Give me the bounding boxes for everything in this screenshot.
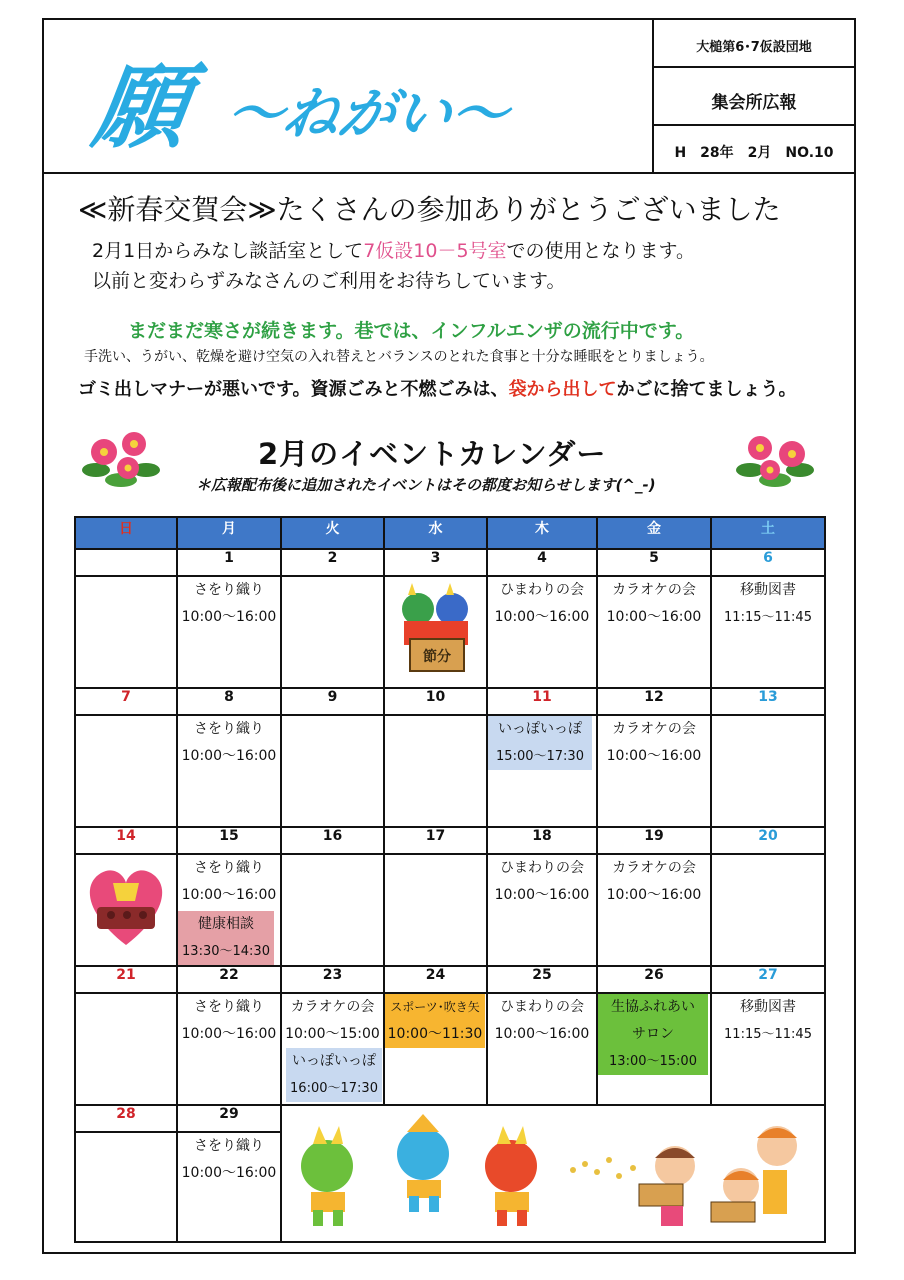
date-number: 6 bbox=[711, 549, 825, 576]
green-oni-icon bbox=[301, 1126, 353, 1226]
title-kana: ～ねがい～ bbox=[221, 82, 513, 147]
camellia-flower-icon bbox=[76, 420, 166, 490]
date-number: 23 bbox=[281, 966, 384, 993]
notice-thanks: ≪新春交賀会≫たくさんの参加ありがとうございました bbox=[78, 193, 781, 226]
event-cell bbox=[75, 854, 177, 966]
weekday-header-row bbox=[75, 517, 825, 549]
notice-garbage: ゴミ出しマナーが悪いです。資源ごみと不燃ごみは、袋から出してかごに捨てましょう。 bbox=[78, 379, 797, 400]
date-number: 1 bbox=[177, 549, 281, 576]
event-cell: 移動図書 11:15～11:45 bbox=[711, 993, 825, 1105]
date-number: 29 bbox=[177, 1105, 281, 1132]
divider bbox=[652, 124, 856, 126]
date-number: 18 bbox=[487, 827, 597, 854]
event-cell: さをり織り 10:00～16:00 bbox=[177, 993, 281, 1105]
date-number: 13 bbox=[711, 688, 825, 715]
valentine-heart-icon bbox=[77, 855, 175, 955]
setsubun-illustration bbox=[283, 1110, 823, 1234]
event-cell: さをり織り 10:00～16:00 健康相談 13:30～14:30 bbox=[177, 854, 281, 966]
publication-name: 集会所広報 bbox=[711, 93, 797, 113]
date-number: 8 bbox=[177, 688, 281, 715]
event-cell bbox=[281, 715, 384, 827]
date-number: 2 bbox=[281, 549, 384, 576]
date-number: 10 bbox=[384, 688, 487, 715]
notice-welcome: 以前と変わらずみなさんのご利用をお待ちしています。 bbox=[92, 270, 566, 292]
title-kanji: 願 bbox=[87, 54, 193, 161]
beans-icon bbox=[570, 1157, 636, 1179]
org-name: 大槌第6･7仮設団地 bbox=[696, 40, 812, 55]
event-cell bbox=[711, 854, 825, 966]
notice-room: 2月1日からみなし談話室として7仮設10－5号室での使用となります。 bbox=[92, 240, 696, 262]
weekday-label: 水 bbox=[384, 517, 487, 549]
event-cell: 移動図書 11:15～11:45 bbox=[711, 576, 825, 688]
weekday-label: 土 bbox=[711, 517, 825, 549]
event-cell: ひまわりの会 10:00～16:00 bbox=[487, 576, 597, 688]
date-number: 17 bbox=[384, 827, 487, 854]
weekday-label: 日 bbox=[75, 517, 177, 549]
event-cell bbox=[75, 1132, 177, 1242]
event-cell bbox=[75, 715, 177, 827]
event-cell: ひまわりの会 10:00～16:00 bbox=[487, 993, 597, 1105]
calendar-note: ＊広報配布後に追加されたイベントはその都度お知らせします(^_-) bbox=[196, 476, 656, 494]
date-number: 4 bbox=[487, 549, 597, 576]
event-cell: カラオケの会 10:00～15:00 いっぽいっぽ 16:00～17:30 bbox=[281, 993, 384, 1105]
date-row bbox=[75, 827, 825, 854]
date-number: 3 bbox=[384, 549, 487, 576]
divider bbox=[652, 66, 856, 68]
event-row bbox=[75, 854, 825, 966]
event-calendar bbox=[74, 516, 826, 1243]
event-cell: ひまわりの会 10:00～16:00 bbox=[487, 854, 597, 966]
setsubun-oni-icon bbox=[386, 577, 486, 677]
date-number: 12 bbox=[597, 688, 711, 715]
event-cell bbox=[384, 715, 487, 827]
date-number: 27 bbox=[711, 966, 825, 993]
date-number: 24 bbox=[384, 966, 487, 993]
event-cell bbox=[75, 576, 177, 688]
event-cell bbox=[281, 576, 384, 688]
date-row bbox=[75, 1105, 825, 1132]
issue-number: H 28年 2月 NO.10 bbox=[674, 145, 834, 161]
date-number: 21 bbox=[75, 966, 177, 993]
event-cell: さをり織り 10:00～16:00 bbox=[177, 715, 281, 827]
blue-oni-icon bbox=[397, 1114, 449, 1212]
date-number: 5 bbox=[597, 549, 711, 576]
date-number: 11 bbox=[487, 688, 597, 715]
event-cell bbox=[711, 715, 825, 827]
date-row bbox=[75, 688, 825, 715]
oni-illustration-cell bbox=[281, 1105, 825, 1242]
weekday-label: 金 bbox=[597, 517, 711, 549]
event-cell: スポーツ･吹き矢 10:00～11:30 bbox=[384, 993, 487, 1105]
setsubun-label: 節分 bbox=[422, 649, 451, 665]
calendar-title: 2月のイベントカレンダー bbox=[258, 437, 607, 471]
date-number: 9 bbox=[281, 688, 384, 715]
event-row bbox=[75, 993, 825, 1105]
event-cell: さをり織り 10:00～16:00 bbox=[177, 1132, 281, 1242]
notice-health-tips: 手洗い、うがい、乾燥を避け空気の入れ替えとバランスのとれた食事と十分な睡眠をとりましょう。 bbox=[84, 349, 714, 365]
children-icon bbox=[639, 1126, 797, 1226]
event-cell: カラオケの会 10:00～16:00 bbox=[597, 854, 711, 966]
date-number: 20 bbox=[711, 827, 825, 854]
event-cell bbox=[281, 854, 384, 966]
event-cell: 生協ふれあい サロン 13:00～15:00 bbox=[597, 993, 711, 1105]
date-number: 15 bbox=[177, 827, 281, 854]
weekday-label: 火 bbox=[281, 517, 384, 549]
red-oni-icon bbox=[485, 1126, 537, 1226]
weekday-label: 月 bbox=[177, 517, 281, 549]
date-number: 7 bbox=[75, 688, 177, 715]
event-cell bbox=[75, 993, 177, 1105]
date-row bbox=[75, 966, 825, 993]
event-row bbox=[75, 576, 825, 688]
date-number: 26 bbox=[597, 966, 711, 993]
event-cell: カラオケの会 10:00～16:00 bbox=[597, 715, 711, 827]
notice-flu: まだまだ寒さが続きます。巷では、インフルエンザの流行中です。 bbox=[128, 320, 695, 342]
event-cell: さをり織り 10:00～16:00 bbox=[177, 576, 281, 688]
event-cell: いっぽいっぽ 15:00～17:30 bbox=[487, 715, 597, 827]
event-cell bbox=[384, 576, 487, 688]
date-row bbox=[75, 549, 825, 576]
date-number: 16 bbox=[281, 827, 384, 854]
event-cell: カラオケの会 10:00～16:00 bbox=[597, 576, 711, 688]
date-number: 14 bbox=[75, 827, 177, 854]
camellia-flower-icon bbox=[730, 420, 820, 490]
date-number bbox=[75, 549, 177, 576]
date-number: 25 bbox=[487, 966, 597, 993]
event-row bbox=[75, 715, 825, 827]
event-cell bbox=[384, 854, 487, 966]
date-number: 22 bbox=[177, 966, 281, 993]
weekday-label: 木 bbox=[487, 517, 597, 549]
date-number: 19 bbox=[597, 827, 711, 854]
date-number: 28 bbox=[75, 1105, 177, 1132]
